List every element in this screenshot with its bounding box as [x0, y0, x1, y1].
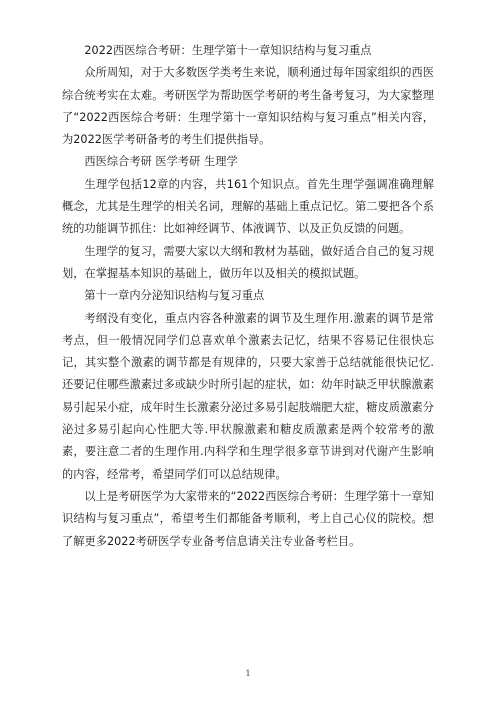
- intro-paragraph: 众所周知，对于大多数医学类考生来说，顺利通过每年国家组织的西医综合统考实在太难。考研医学为帮助医学考研的考生备考复习，为大家整理了“2022西医综合考研：生理学第十一章知识结构与复习重点”相关内容，为2022医学考研备考的考生们提供指导。: [62, 66, 434, 147]
- physiology-overview-paragraph: 生理学包括12章的内容，共161个知识点。首先生理学强调准确理解概念，尤其是生理学的相关名词，理解的基础上重点记忆。第二要把各个系统的功能调节抓住：比如神经调节、体液调节、以及正负反馈的问题。: [62, 177, 434, 236]
- closing-paragraph: 以上是考研医学为大家带来的“2022西医综合考研：生理学第十一章知识结构与复习重点”，希望考生们都能备考顺利，考上自己心仪的院校。想了解更多2022考研医学专业备考信息请关注专业备考栏目。: [62, 489, 434, 548]
- document-body: [62, 40, 434, 553]
- endocrine-paragraph: 考纲没有变化，重点内容各种激素的调节及生理作用.激素的调节是常考点，但一般情况同学们总喜欢单个激素去记忆，结果不容易记住很快忘记，其实整个激素的调节都是有规律的，只要大家善于总结就能很快记忆.还要记住哪些激素过多或缺少时所引起的症状，如：幼年时缺乏甲状腺激素易引起呆小症，成年时生长激素分泌过多易引起肢端肥大症，糖皮质激素分泌过多易引起向心性肥大等.甲状腺激素和糖皮质激素是两个较常考的激素，要注意二者的生理作用.内科学和生理学很多章节讲到对代谢产生影响的内容，经常考，希望同学们可以总结规律。: [62, 311, 434, 481]
- review-advice-paragraph: 生理学的复习，需要大家以大纲和教材为基础，做好适合自己的复习规划，在掌握基本知识的基础上，做历年以及相关的模拟试题。: [62, 244, 434, 280]
- document-title: 2022西医综合考研：生理学第十一章知识结构与复习重点: [84, 44, 372, 57]
- page-number: 1: [245, 669, 251, 678]
- keywords-line: 西医综合考研 医学考研 生理学: [84, 155, 238, 169]
- chapter-heading: 第十一章内分泌知识结构与复习重点: [84, 289, 265, 303]
